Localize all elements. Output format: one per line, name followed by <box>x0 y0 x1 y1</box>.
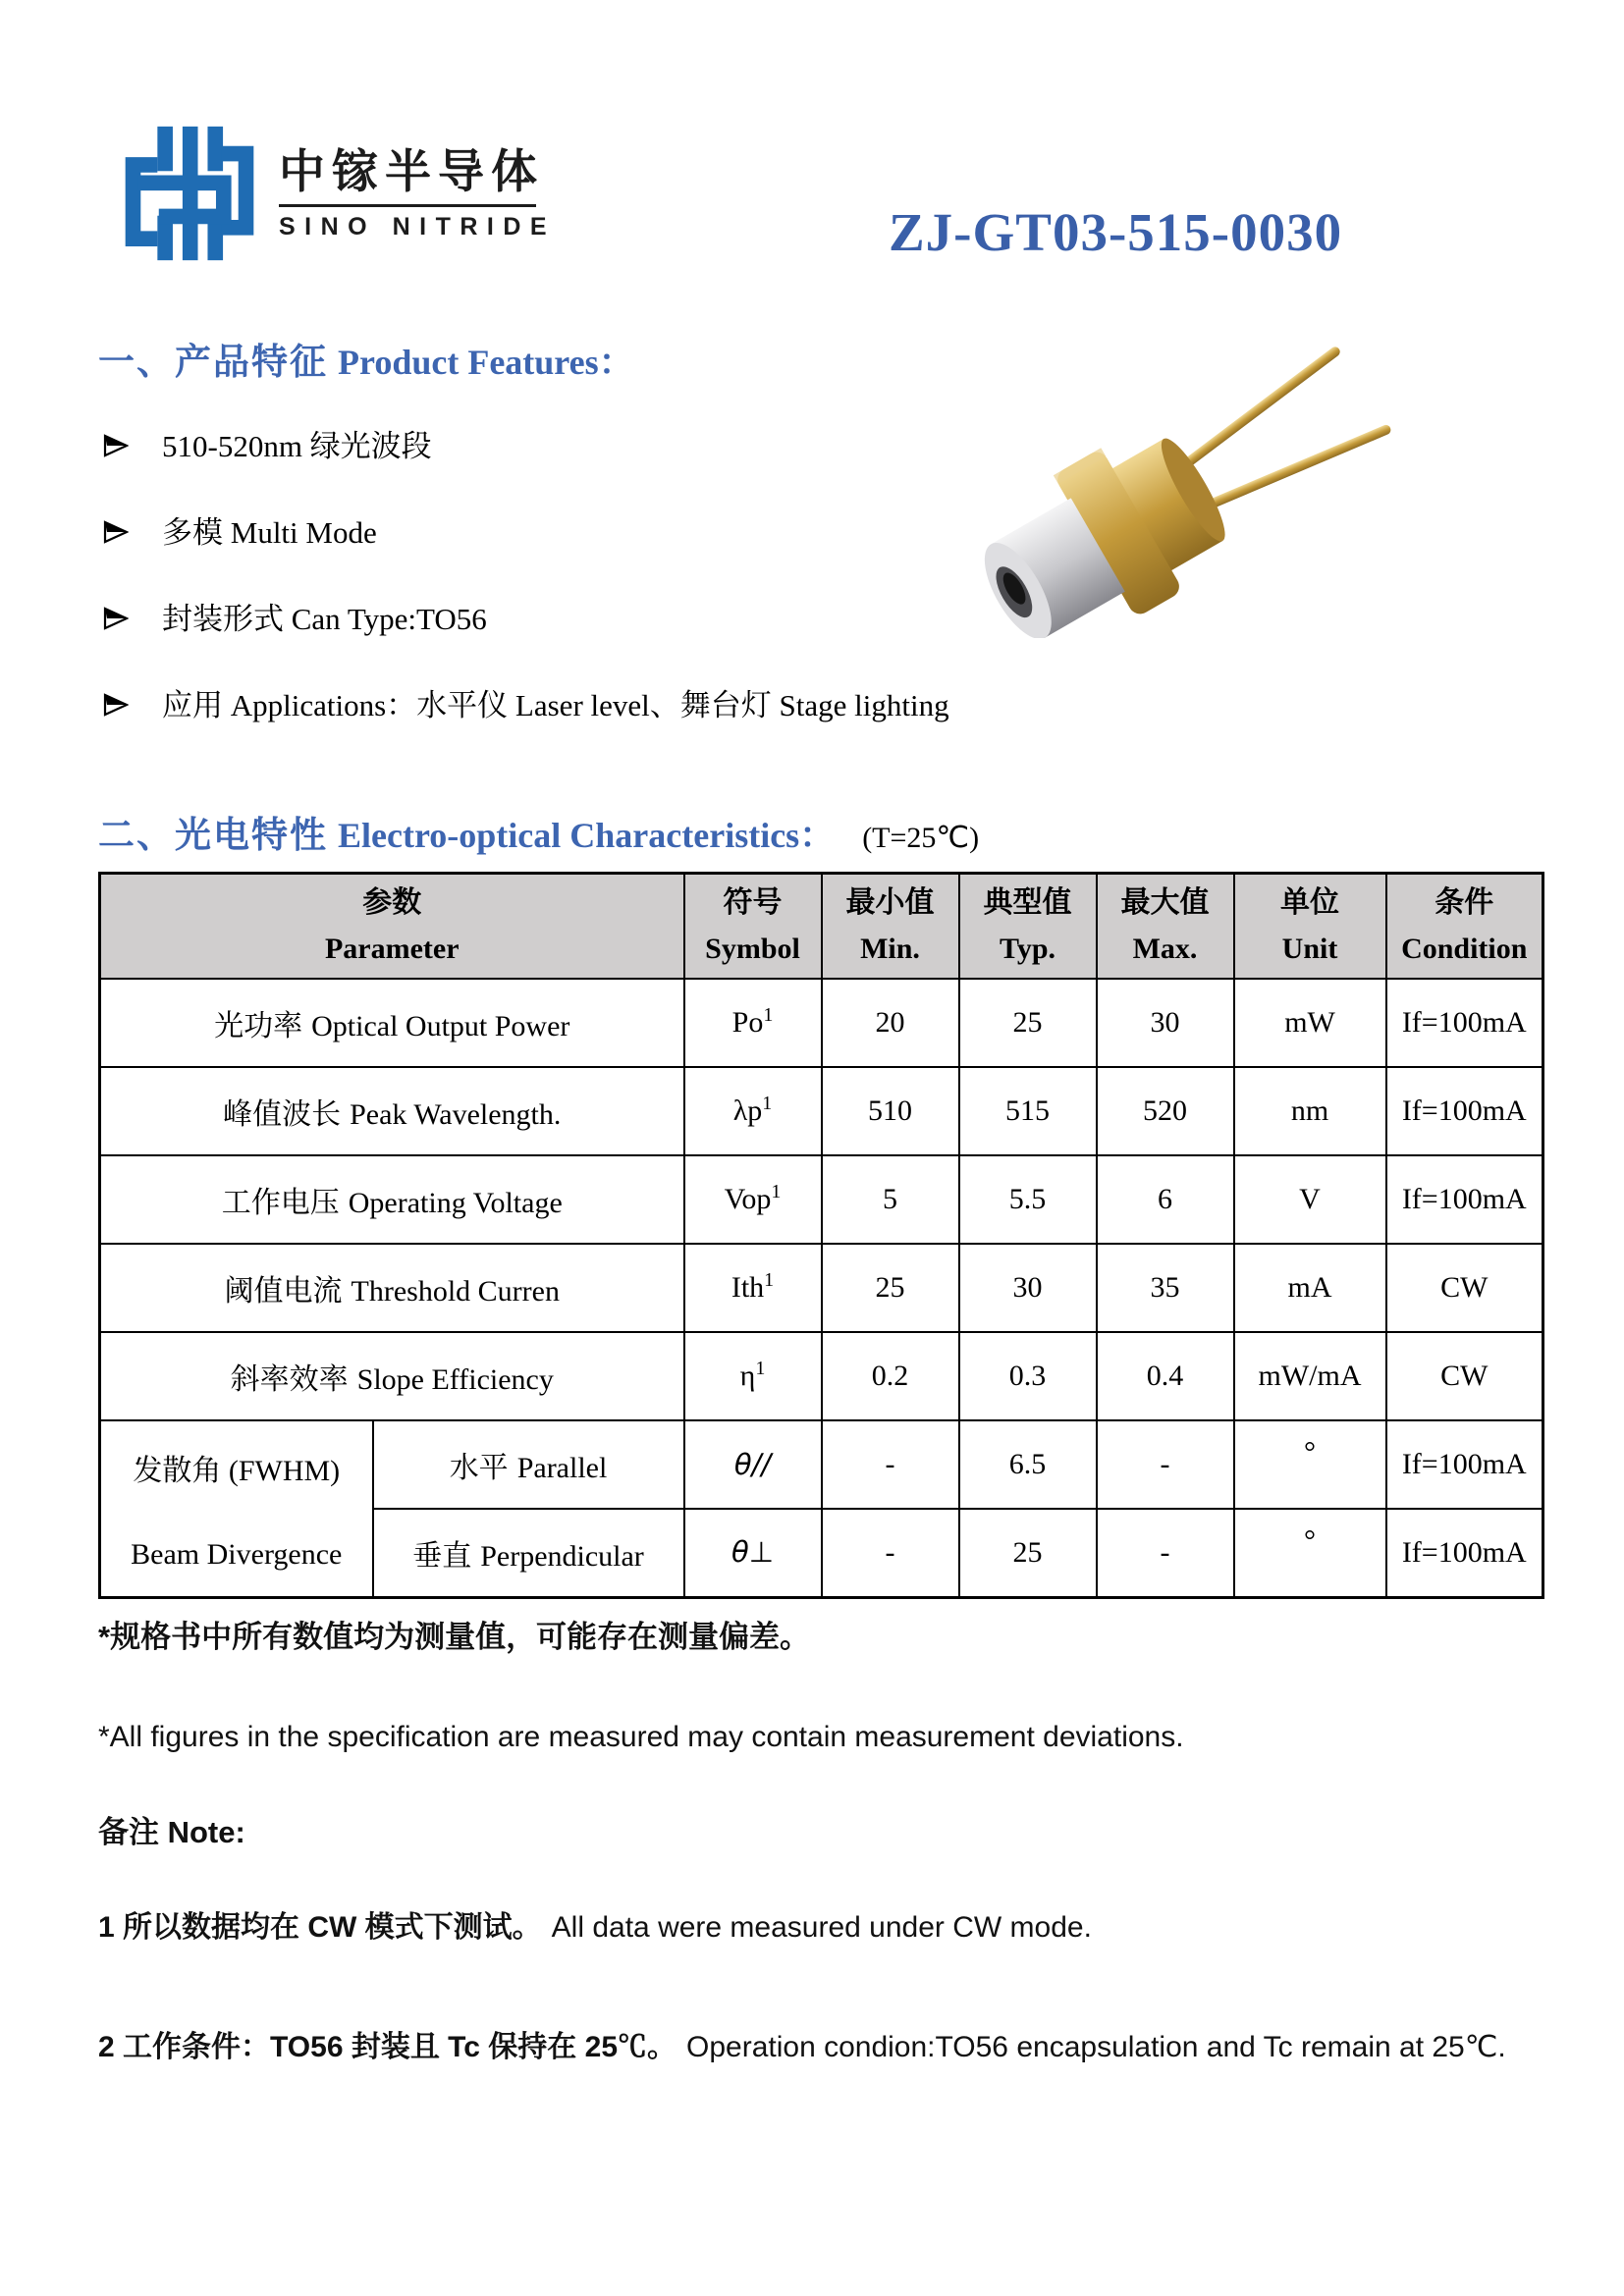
note-label: 备注 Note: <box>98 1815 245 1849</box>
cell-parameter: 光功率 Optical Output Power <box>100 979 684 1067</box>
cell-unit: ° <box>1234 1509 1386 1597</box>
cell-parameter: 工作电压 Operating Voltage <box>100 1155 684 1244</box>
cell-min: 20 <box>822 979 959 1067</box>
cell-max: 0.4 <box>1097 1332 1234 1420</box>
cell-condition: If=100mA <box>1386 1420 1543 1509</box>
arrow-bullet-icon <box>102 434 129 457</box>
cell-subparameter: 水平 Parallel <box>373 1420 684 1509</box>
cell-subparameter: 垂直 Perpendicular <box>373 1509 684 1597</box>
feature-item <box>102 689 949 722</box>
section1-heading-zh: 一、产品特征 <box>98 342 328 382</box>
arrow-bullet-icon <box>102 520 129 544</box>
cell-symbol: Vop$^1$ <box>684 1155 822 1244</box>
cell-max: 30 <box>1097 979 1234 1067</box>
cell-condition: CW <box>1386 1332 1543 1420</box>
note2-en: Operation condion:TO56 encapsulation and Tc remain at 25℃. <box>686 2031 1506 2063</box>
feature-text: 封装形式 Can Type:TO56 <box>162 602 487 637</box>
cell-min: 5 <box>822 1155 959 1244</box>
section1-heading-en: Product Features： <box>338 343 634 382</box>
cell-symbol: Ith$^1$ <box>684 1244 822 1332</box>
feature-text: 510-520nm 绿光波段 <box>162 429 432 463</box>
feature-list <box>102 430 949 775</box>
cell-typ: 0.3 <box>959 1332 1097 1420</box>
company-name-en: SINO NITRIDE <box>279 213 557 241</box>
cell-typ: 6.5 <box>959 1420 1097 1509</box>
notes-section <box>98 1612 1542 2095</box>
header-typ: 典型值 Typ. <box>959 874 1097 980</box>
table-row <box>100 1155 1543 1244</box>
cell-max: 6 <box>1097 1155 1234 1244</box>
logo-text <box>279 145 556 241</box>
cell-min: 510 <box>822 1067 959 1155</box>
feature-text: 应用 Applications：水平仪 Laser level、舞台灯 Stage lighting <box>162 688 949 723</box>
feature-item <box>102 516 949 550</box>
arrow-bullet-icon <box>102 693 129 717</box>
section-heading-product-features <box>98 332 634 385</box>
cell-symbol: $\eta^1$ <box>684 1332 822 1420</box>
cell-symbol: Po$^1$ <box>684 979 822 1067</box>
header-parameter: 参数 Parameter <box>100 874 684 980</box>
note-item-1 <box>98 1902 1542 1946</box>
cell-max: - <box>1097 1509 1234 1597</box>
cell-min: 25 <box>822 1244 959 1332</box>
section-heading-eo-characteristics <box>98 805 979 858</box>
cell-max: 35 <box>1097 1244 1234 1332</box>
feature-text: 多模 Multi Mode <box>162 515 377 551</box>
note1-zh: 1 所以数据均在 CW 模式下测试。 <box>98 1911 542 1944</box>
cell-symbol: θ⊥ <box>684 1509 822 1597</box>
cell-max: - <box>1097 1420 1234 1509</box>
note-disclaimer-zh: *规格书中所有数值均为测量值，可能存在测量偏差。 <box>98 1620 811 1654</box>
cell-typ: 5.5 <box>959 1155 1097 1244</box>
arrow-bullet-icon <box>102 607 129 630</box>
table-row <box>100 979 1543 1067</box>
table-row <box>100 1244 1543 1332</box>
note-item-2 <box>98 2001 1542 2095</box>
note2-zh: 2 工作条件：TO56 封装且 Tc 保持在 25℃。 <box>98 2031 677 2063</box>
cell-typ: 30 <box>959 1244 1097 1332</box>
cell-parameter: 峰值波长 Peak Wavelength. <box>100 1067 684 1155</box>
header-min: 最小值 Min. <box>822 874 959 980</box>
cell-symbol: θ// <box>684 1420 822 1509</box>
header-unit: 单位 Unit <box>1234 874 1386 980</box>
logo-divider <box>279 204 536 207</box>
section2-heading-en: Electro-optical Characteristics： <box>338 816 836 855</box>
laser-diode-product-photo <box>982 344 1419 638</box>
table-row <box>100 1067 1543 1155</box>
cell-unit: nm <box>1234 1067 1386 1155</box>
cell-typ: 25 <box>959 979 1097 1067</box>
cell-unit: mA <box>1234 1244 1386 1332</box>
cell-symbol: $\lambda p^1$ <box>684 1067 822 1155</box>
cell-min: 0.2 <box>822 1332 959 1420</box>
header-condition: 条件 Condition <box>1386 874 1543 980</box>
cell-min: - <box>822 1420 959 1509</box>
header-symbol: 符号 Symbol <box>684 874 822 980</box>
header-max: 最大值 Max. <box>1097 874 1234 980</box>
product-code-title: ZJ-GT03-515-0030 <box>889 202 1343 262</box>
company-name-zh: 中镓半导体 <box>279 144 544 197</box>
cell-condition: CW <box>1386 1244 1543 1332</box>
cell-unit: mW <box>1234 979 1386 1067</box>
cell-typ: 25 <box>959 1509 1097 1597</box>
feature-item <box>102 603 949 636</box>
cell-unit: ° <box>1234 1420 1386 1509</box>
cell-condition: If=100mA <box>1386 1155 1543 1244</box>
cell-max: 520 <box>1097 1067 1234 1155</box>
note-disclaimer-en: *All figures in the specification are measured may contain measurement deviations. <box>98 1721 1184 1753</box>
cell-min: - <box>822 1509 959 1597</box>
table-row <box>100 1332 1543 1420</box>
note1-en: All data were measured under CW mode. <box>551 1911 1092 1944</box>
cell-condition: If=100mA <box>1386 1067 1543 1155</box>
sino-nitride-logo-icon <box>120 124 259 263</box>
cell-parameter: 斜率效率 Slope Efficiency <box>100 1332 684 1420</box>
cell-parameter: 阈值电流 Threshold Curren <box>100 1244 684 1332</box>
cell-divergence-group: 发散角 (FWHM) Beam Divergence <box>100 1420 373 1597</box>
test-condition-label: (T=25℃) <box>862 822 980 854</box>
cell-condition: If=100mA <box>1386 979 1543 1067</box>
feature-item <box>102 430 949 463</box>
eo-characteristics-table <box>98 872 1544 1599</box>
cell-unit: mW/mA <box>1234 1332 1386 1420</box>
cell-condition: If=100mA <box>1386 1509 1543 1597</box>
company-logo <box>120 124 556 263</box>
cell-unit: V <box>1234 1155 1386 1244</box>
table-header-row <box>100 874 1543 980</box>
table-row <box>100 1420 1543 1509</box>
cell-typ: 515 <box>959 1067 1097 1155</box>
section2-heading-zh: 二、光电特性 <box>98 815 328 855</box>
